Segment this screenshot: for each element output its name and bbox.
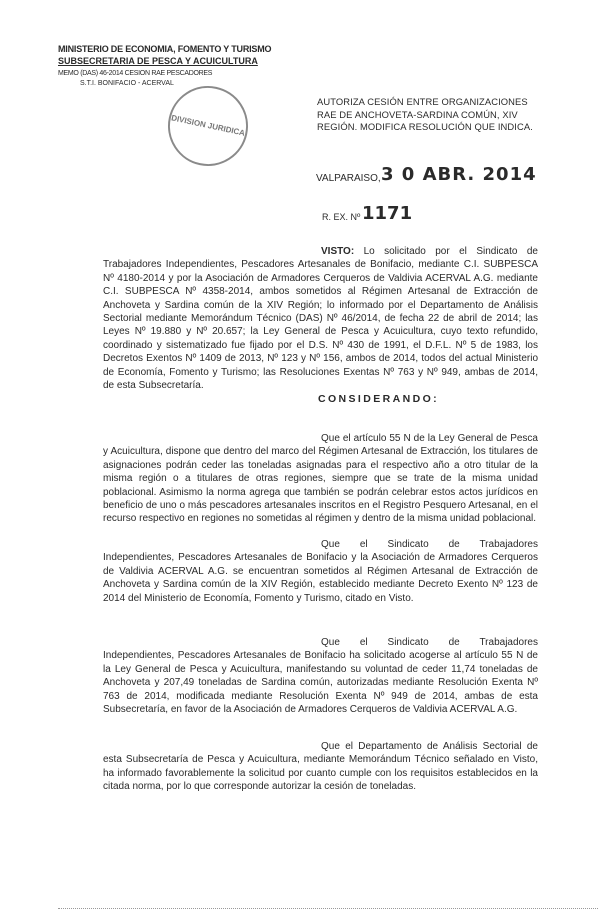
considerando-4	[103, 740, 538, 794]
footer-divider	[58, 908, 598, 909]
place: VALPARAISO,	[316, 173, 381, 184]
juridica-stamp	[161, 79, 256, 174]
stamp-text: DIVISION JURIDICA	[170, 113, 246, 138]
considerando-3	[103, 636, 538, 716]
date-stamp: 3 0 ABR. 2014	[381, 164, 537, 185]
resolution-number: 1171	[362, 203, 413, 224]
considerando-3-text: Que el Sindicato de Trabajadores Independientes, Pescadores Artesanales de Bonifacio ha solicitado acogerse al artículo 55 N de la Ley General de Pesca y Acuicultura, manifestando su voluntad de ceder 11,74 toneladas de Anchoveta y 207,49 toneladas de Sardina común, autorizadas mediante Resolución Exenta Nº 763 de 2014, modificada mediante Resolución Exenta Nº 949 de 2014, ambas de esta Subsecretaría, en favor de la Asociación de Armadores Cerqueros de Valdivia ACERVAL A.G.	[103, 637, 538, 716]
resolution-label: R. EX. Nº	[322, 212, 361, 222]
visto-text: Lo solicitado por el Sindicato de Trabajadores Independientes, Pescadores Artesanales de Bonifacio, mediante C.I. SUBPESCA Nº 4180-2014 y por la Asociación de Armadores Cerqueros de Valdivia ACERVAL A.G. mediante C.I. SUBPESCA Nº 4358-2014, ambos sometidos al Régimen Artesanal de Extracción de Anchoveta y Sardina común de la XIV Región; lo informado por el Departamento de Análisis Sectorial mediante Memorándum Técnico (DAS) Nº 46/2014, de fecha 22 de abril de 2014; las Leyes Nº 19.880 y Nº 20.657; la Ley General de Pesca y Acuicultura, cuyo texto refundido, coordinado y sistematizado fue fijado por el D.S. Nº 430 de 1991, el D.F.L. Nº 5 de 1983, los Decretos Exentos Nº 1409 de 2013, Nº 123 y Nº 156, ambos de 2014, todos del actual Ministerio de Economía, Fomento y Turismo; las Resoluciones Exentas Nº 763 y Nº 949, ambas de 2014, de esta Subsecretaría.	[103, 246, 538, 392]
considerando-1-text: Que el artículo 55 N de la Ley General de Pesca y Acuicultura, dispone que dentro del marco del Régimen Artesanal de Extracción, los titulares de asignaciones podrán ceder las toneladas asignadas para el respectivo año a otro titular de la misma región o a titulares de otras regiones, siempre que se trate de la misma unidad poblacional. Asimismo la norma agrega que también se podrán celebrar estos actos jurídicos en beneficio de uno o más pescadores artesanales inscritos en el Registro Pesquero Artesanal, en el recurso respectivo en regiones no sometidas al régimen y dentro de la misma unidad poblacional.	[103, 433, 538, 525]
memo-reference: MEMO (DAS) 46-2014 CESION RAE PESCADORES	[58, 70, 213, 77]
visto-label: VISTO:	[321, 246, 355, 257]
document-title: AUTORIZA CESIÓN ENTRE ORGANIZACIONES RAE DE ANCHOVETA-SARDINA COMÚN, XIV REGIÓN. MODIFICA RESOLUCIÓN QUE INDICA.	[317, 96, 533, 132]
considerando-2	[103, 538, 538, 605]
considerando-heading: CONSIDERANDO:	[318, 393, 440, 405]
visto-paragraph	[103, 245, 538, 392]
subsecretaria-name: SUBSECRETARIA DE PESCA Y ACUICULTURA	[58, 56, 258, 66]
considerando-4-text: Que el Departamento de Análisis Sectorial de esta Subsecretaría de Pesca y Acuicultura, mediante Memorándum Técnico señalado en Visto, ha informado favorablemente la solicitud por cuanto cumple con los requisitos establecidos en la citada norma, por lo que corresponde autorizar la cesión de toneladas.	[103, 741, 538, 793]
memo-reference-2: S.T.I. BONIFACIO - ACERVAL	[80, 80, 174, 87]
considerando-1	[103, 432, 538, 526]
considerando-2-text: Que el Sindicato de Trabajadores Independientes, Pescadores Artesanales de Bonifacio y la Asociación de Armadores Cerqueros de Valdivia ACERVAL A.G. se encuentran sometidos al Régimen Artesanal de Extracción de Anchoveta y Sardina común de la XIV Región, establecido mediante Decreto Exento Nº 123 de 2014 del Ministerio de Economía, Fomento y Turismo, citado en Visto.	[103, 539, 538, 604]
ministry-name: MINISTERIO DE ECONOMIA, FOMENTO Y TURISMO	[58, 44, 272, 54]
